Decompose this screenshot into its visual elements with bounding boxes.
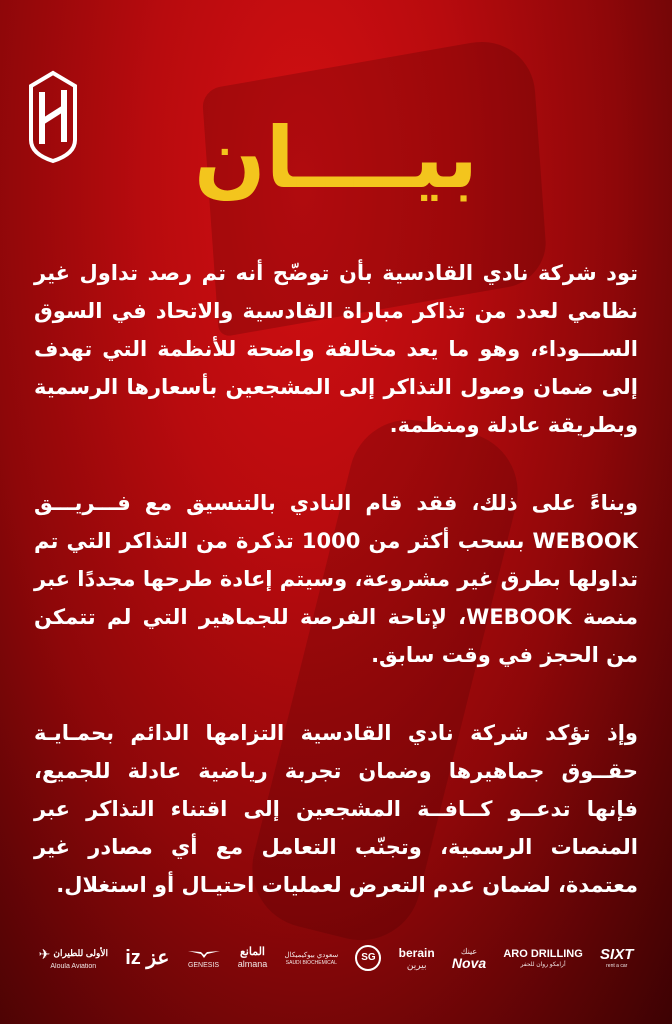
sponsor-sixt <box>600 947 633 969</box>
statement-paragraph: تود شركة نادي القادسية بأن توضّح أنه تم رصد تداول غير نظامي لعدد من تذاكر مباراة القادسية والاتحاد في السوق الســـوداء، وهو ما يعد مخالفة واضحة للأنظمة التي تهدف إلى ضمان وصول التذاكر إلى المشجعين بأسعارها الرسمية وبطريقة عادلة ومنظمة. <box>34 261 638 437</box>
sponsor-berain <box>399 947 435 970</box>
sponsor-name: SAUDI BIOCHEMICAL <box>285 960 337 966</box>
sponsor-subtitle: سعودي بيوكيميكال <box>284 952 339 959</box>
sponsor-name: SG <box>355 945 381 971</box>
sponsor-logos-bar <box>0 936 672 980</box>
sponsor-iz <box>125 948 169 968</box>
sponsor-nova <box>452 946 486 970</box>
sponsor-name: iz عز <box>125 947 170 969</box>
sponsor-subtitle: أرامكو روان للحفر <box>520 961 566 968</box>
plane-icon: ✈ <box>38 945 51 962</box>
statement-body <box>34 254 638 944</box>
sponsor-aro-drilling <box>503 949 582 968</box>
statement-paragraph: وبناءً على ذلك، فقد قام النادي بالتنسيق مع فـــريـــق WEBOOK بسحب أكثر من 1000 تذكرة من التذاكر التي تم تداولها بطرق غير مشروعة، وسيتم إعادة طرحها مجددًا عبر منصة WEBOOK، لإتاحة الفرصة للجماهير التي لم تتمكن من الحجز في وقت سابق. <box>34 491 638 667</box>
page-title: بيــــان <box>194 109 478 207</box>
sponsor-genesis <box>187 948 221 969</box>
sponsor-name: الأولى للطيران <box>53 948 108 958</box>
sponsor-subtitle: Aloula Aviation <box>50 962 97 970</box>
sponsor-almana <box>238 947 268 969</box>
sponsor-subtitle: almana <box>237 959 268 969</box>
statement-paragraph: وإذ تؤكد شركة نادي القادسية التزامها الدائم بحمـايـة حقــوق جماهيرها وضمان تجربة رياضية عادلة للجميع، فإنها تدعــو كــافــة المشجعين إلى اقتناء التذاكر عبر المنصات الرسمية، وتجنّب التعامل مع أي مصادر غير معتمدة، لضمان عدم التعرض لعمليات احتيـال أو استغلال. <box>34 721 638 897</box>
sponsor-name: berain <box>398 945 435 960</box>
sponsor-subtitle: rent a car <box>606 963 628 969</box>
sponsor-name: ARO DRILLING <box>503 947 583 960</box>
sponsor-name: Nova <box>451 955 487 971</box>
sponsor-subtitle: عينك <box>460 947 478 956</box>
sponsor-subtitle: بيرين <box>406 959 427 970</box>
sponsor-name: SIXT <box>600 946 634 963</box>
wings-icon <box>187 948 221 960</box>
sponsor-aloula-aviation <box>39 947 108 970</box>
sponsor-sg <box>355 945 381 971</box>
sponsor-name: GENESIS <box>187 961 220 969</box>
sponsor-saudi-biochemical <box>284 950 338 966</box>
sponsor-name: المانع <box>239 946 265 958</box>
